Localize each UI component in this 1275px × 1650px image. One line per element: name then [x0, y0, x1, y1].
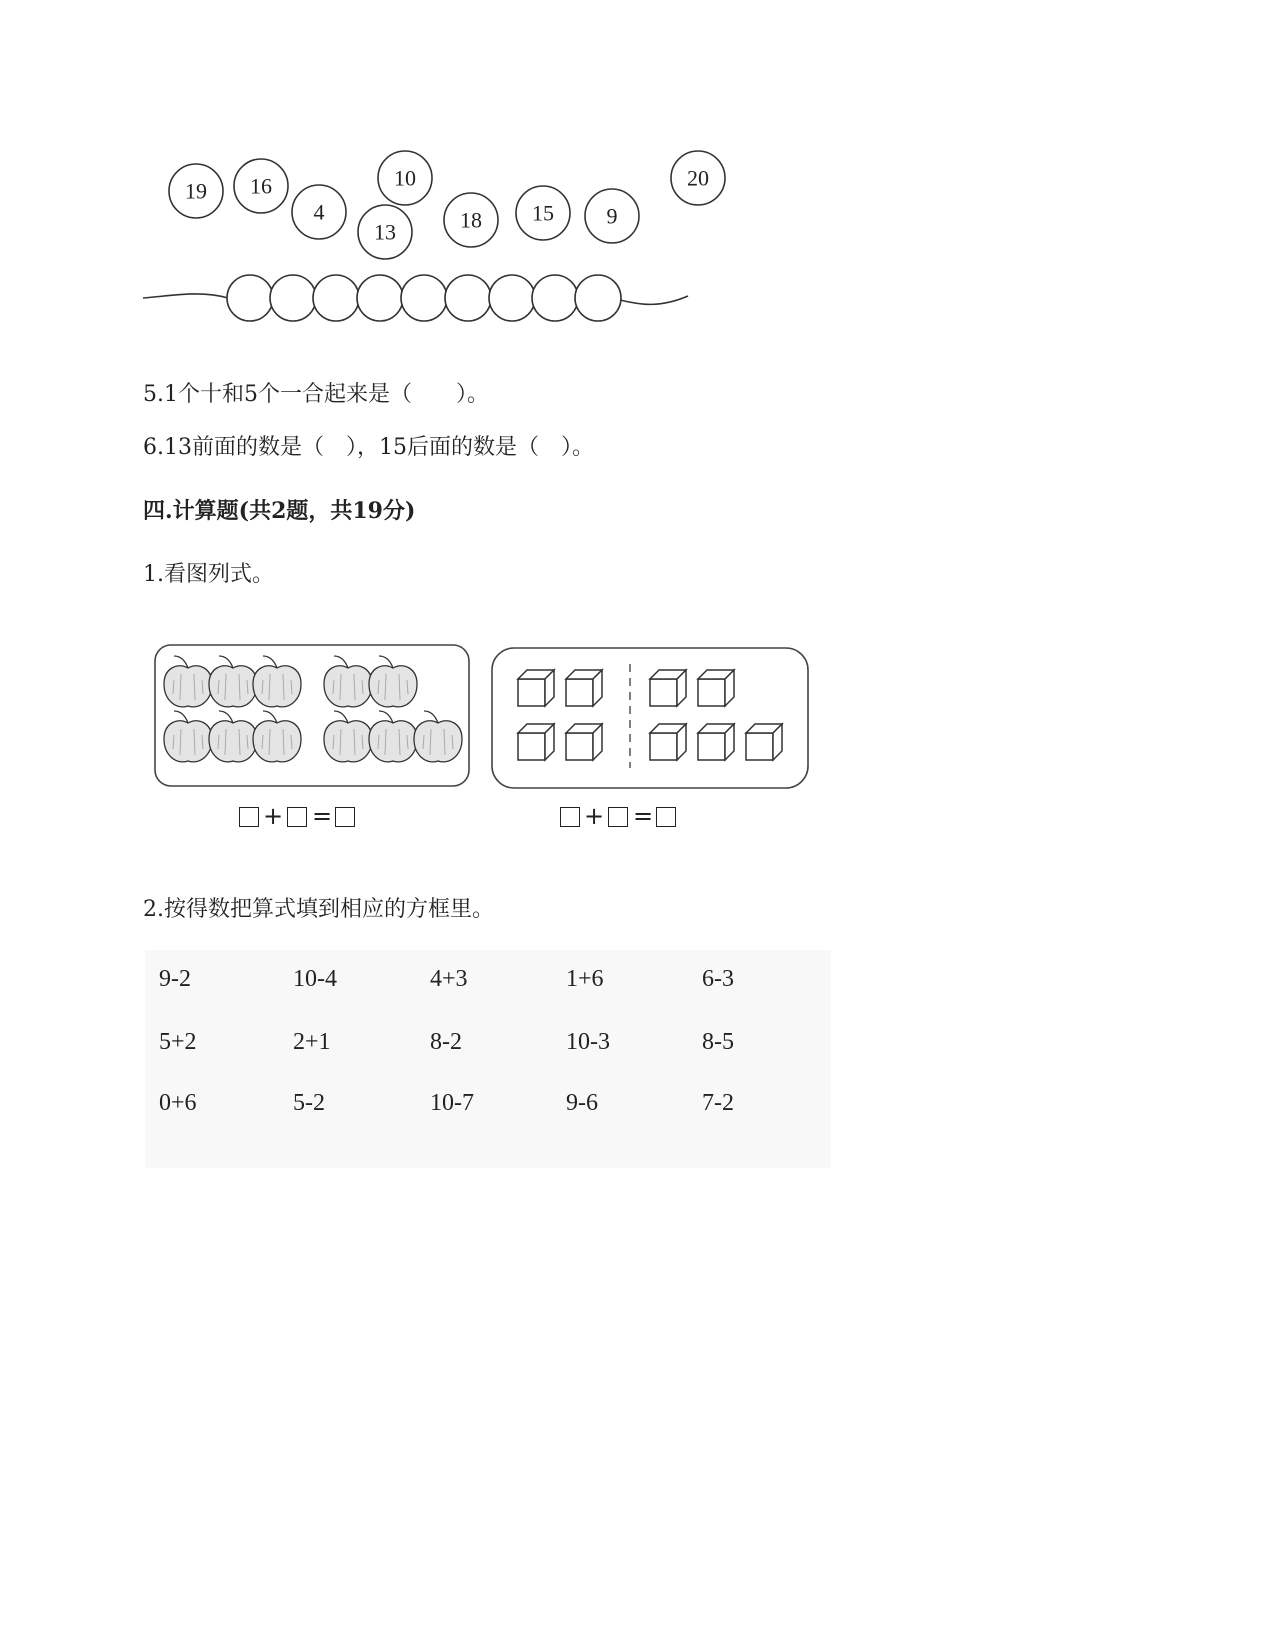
expression: 1+6	[566, 966, 604, 992]
number-ball-8[interactable]	[585, 189, 639, 243]
svg-text:16: 16	[250, 173, 272, 199]
number-ball-9[interactable]	[671, 151, 725, 205]
number-ball-6[interactable]	[444, 193, 498, 247]
expression: 10-4	[293, 966, 337, 992]
question-5: 5.1个十和5个一合起来是（ ）。	[143, 382, 489, 407]
expression: 7-2	[702, 1090, 734, 1116]
svg-text:4: 4	[313, 199, 325, 225]
answer-box-1[interactable]	[239, 807, 259, 827]
number-ball-7[interactable]	[516, 186, 570, 240]
expression: 0+6	[159, 1090, 197, 1116]
section-heading: 四.计算题(共2题，共19分)	[143, 498, 416, 524]
answer-box-3[interactable]	[335, 807, 355, 827]
string-right	[620, 296, 688, 304]
expression: 6-3	[702, 966, 734, 992]
expression: 4+3	[430, 966, 468, 992]
expression: 2+1	[293, 1029, 331, 1055]
expression: 8-5	[702, 1029, 734, 1055]
expression: 8-2	[430, 1029, 462, 1055]
answer-box-5[interactable]	[608, 807, 628, 827]
expression: 10-7	[430, 1090, 474, 1116]
question-6: 6.13前面的数是（ ），15后面的数是（ ）。	[143, 435, 594, 460]
bead-string[interactable]	[227, 275, 621, 321]
apples-picture	[153, 643, 471, 788]
equals-sign: =	[312, 802, 333, 830]
plus-sign: +	[584, 802, 605, 830]
svg-text:15: 15	[532, 200, 554, 226]
number-ball-4[interactable]	[378, 151, 432, 205]
svg-text:10: 10	[394, 165, 416, 191]
expression: 10-3	[566, 1029, 610, 1055]
string-left	[143, 294, 228, 298]
expression: 9-6	[566, 1090, 598, 1116]
calc-question-1: 1.看图列式。	[143, 562, 274, 587]
expressions-panel	[145, 950, 831, 1168]
svg-text:13: 13	[374, 219, 396, 245]
plus-sign: +	[263, 802, 284, 830]
expression: 9-2	[159, 966, 191, 992]
svg-text:20: 20	[687, 165, 709, 191]
answer-box-4[interactable]	[560, 807, 580, 827]
answer-box-6[interactable]	[656, 807, 676, 827]
number-ball-3[interactable]	[292, 185, 346, 239]
svg-text:9: 9	[606, 203, 618, 229]
number-ball-5[interactable]	[358, 205, 412, 259]
expression: 5-2	[293, 1090, 325, 1116]
number-ball-1[interactable]	[169, 164, 223, 218]
equals-sign: =	[633, 802, 654, 830]
svg-text:18: 18	[460, 207, 482, 233]
cubes-picture	[490, 646, 810, 790]
expression: 5+2	[159, 1029, 197, 1055]
answer-box-2[interactable]	[287, 807, 307, 827]
number-ball-2[interactable]	[234, 159, 288, 213]
beads-figure	[140, 140, 740, 340]
svg-text:19: 19	[185, 178, 207, 204]
calc-question-2: 2.按得数把算式填到相应的方框里。	[143, 897, 494, 922]
